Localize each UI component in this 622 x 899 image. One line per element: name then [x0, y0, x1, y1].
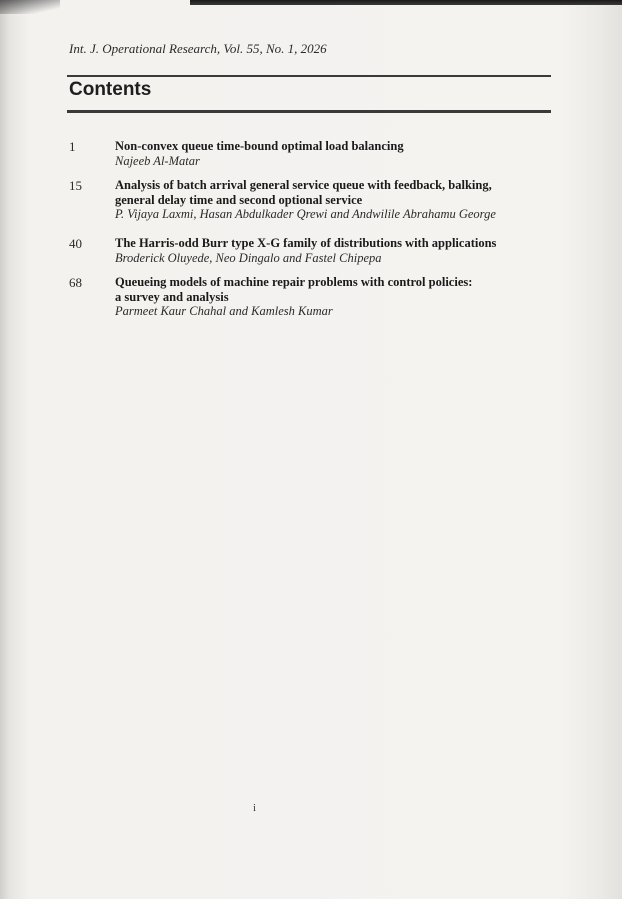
- entry-body: [115, 139, 555, 168]
- entry-title-line: Analysis of batch arrival general service queue with feedback, balking,: [115, 178, 492, 192]
- contents-title: Contents: [69, 79, 152, 100]
- entry-body: [115, 178, 555, 222]
- top-rule: [67, 75, 551, 77]
- running-head: Int. J. Operational Research, Vol. 55, No. 1, 2026: [69, 41, 327, 56]
- entry-page-number: 15: [69, 178, 82, 193]
- entry-title-line: The Harris-odd Burr type X-G family of distributions with applications: [115, 236, 497, 250]
- page-number: i: [253, 802, 257, 814]
- entry-authors: P. Vijaya Laxmi, Hasan Abdulkader Qrewi and Andwilile Abrahamu George: [115, 207, 496, 221]
- entry-title-line: Queueing models of machine repair problems with control policies:: [115, 275, 473, 289]
- entry-title-line: a survey and analysis: [115, 289, 229, 304]
- bottom-rule: [67, 110, 551, 113]
- scan-top-edge: [190, 0, 622, 5]
- entry-authors: Najeeb Al-Matar: [115, 153, 200, 168]
- entry-title[interactable]: [115, 275, 555, 304]
- entry-title[interactable]: [115, 178, 555, 207]
- entry-page-number: 68: [69, 275, 82, 290]
- entry-title[interactable]: [115, 236, 555, 251]
- entry-title-line: Non-convex queue time-bound optimal load balancing: [115, 139, 404, 153]
- scan-corner-shadow: [0, 0, 60, 14]
- entry-page-number: 1: [69, 139, 76, 154]
- entry-authors: Broderick Oluyede, Neo Dingalo and Fastel Chipepa: [115, 250, 382, 265]
- entry-page-number: 40: [69, 236, 82, 251]
- entry-body: [115, 275, 555, 319]
- entry-title[interactable]: [115, 139, 555, 154]
- entry-authors: Parmeet Kaur Chahal and Kamlesh Kumar: [115, 304, 333, 318]
- entry-body: [115, 236, 555, 265]
- entry-title-line: general delay time and second optional service: [115, 192, 363, 207]
